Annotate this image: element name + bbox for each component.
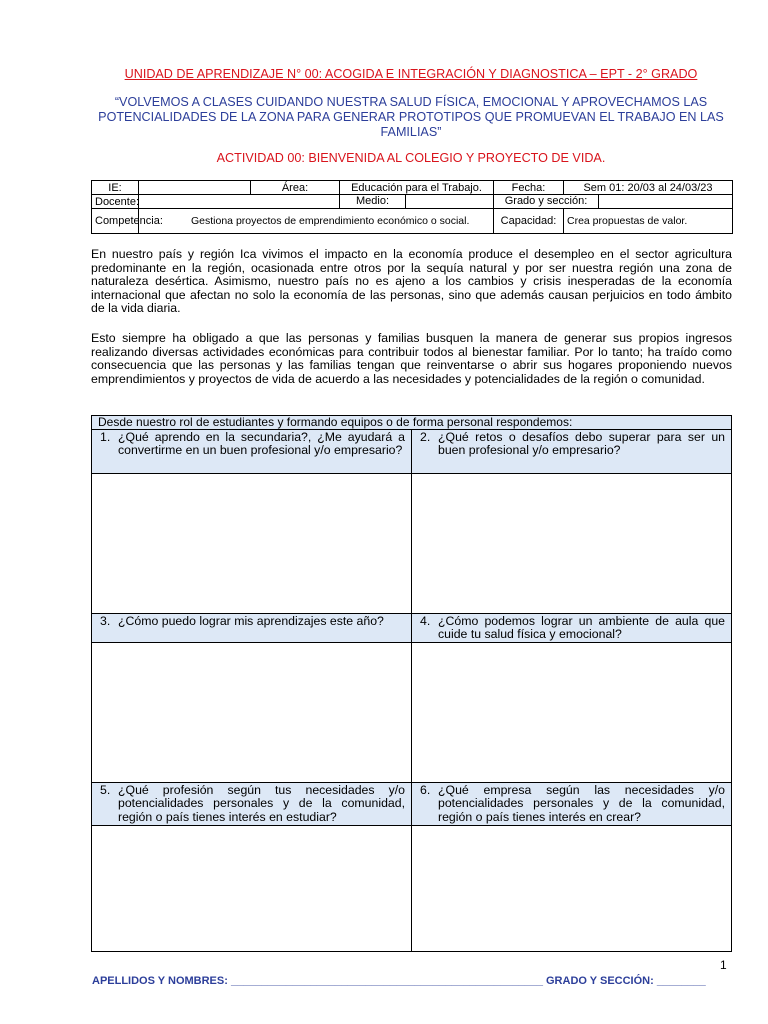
fecha-value: Sem 01: 20/03 al 24/03/23 [564, 181, 733, 195]
question-text: ¿Qué retos o desafíos debo superar para ser un buen profesional y/o empresario? [438, 430, 725, 458]
footer-name-line: APELLIDOS Y NOMBRES: ___________________________________________________ GRADO Y SECCIÓN: ________ [92, 975, 706, 987]
questions-header: Desde nuestro rol de estudiantes y formando equipos o de forma personal respondemos: [92, 416, 731, 430]
question-number: 5. [100, 783, 111, 797]
question-3 [92, 613, 411, 643]
answer-area-3[interactable] [92, 643, 411, 783]
question-number: 1. [100, 430, 111, 444]
medio-cell [340, 195, 494, 209]
area-value: Educación para el Trabajo. [340, 181, 494, 195]
question-6 [412, 782, 731, 826]
fecha-label: Fecha: [494, 181, 564, 195]
capacidad-value: Crea propuestas de valor. [564, 209, 733, 234]
question-text: ¿Cómo podemos lograr un ambiente de aula que cuide tu salud física y emocional? [438, 614, 725, 642]
docente-value [139, 195, 340, 209]
question-5 [92, 782, 411, 826]
answer-area-1[interactable] [92, 474, 411, 613]
capacidad-label: Capacidad: [494, 209, 564, 234]
docente-label: Docente: [92, 195, 139, 209]
grado-value [599, 195, 732, 208]
info-table [91, 180, 733, 234]
medio-value [406, 195, 493, 208]
ie-label: IE: [92, 181, 139, 195]
unit-title: UNIDAD DE APRENDIZAJE N° 00: ACOGIDA E INTEGRACIÓN Y DIAGNOSTICA – EPT - 2° GRADO [124, 67, 698, 81]
intro-paragraph-1: En nuestro país y región Ica vivimos el impacto en la economía produce el desempleo en el sector agricultura predominante en la región, ocasionada entre otros por la sequía natural y por ser nuestra región una zona de naturaleza desértica. Asimismo, nuestro país no es ajeno a los cambios y crisis inesperadas de la economía internacional que afectan no solo la economía de las personas, sino que además causan perjuicios en todo ámbito de la vida diaria. [91, 247, 732, 316]
question-text: ¿Qué profesión según tus necesidades y/o potencialidades personales y de la comunidad, región o país tienes interés en estudiar? [118, 783, 405, 824]
competencia-text: Gestiona proyectos de emprendimiento económico o social. [191, 214, 470, 227]
medio-label: Medio: [340, 195, 406, 208]
answer-area-6[interactable] [412, 826, 731, 951]
activity-title: ACTIVIDAD 00: BIENVENIDA AL COLEGIO Y PROYECTO DE VIDA. [216, 151, 606, 165]
answer-area-4[interactable] [412, 643, 731, 783]
question-1 [92, 430, 411, 474]
question-number: 2. [420, 430, 431, 444]
question-number: 4. [420, 614, 431, 628]
area-label: Área: [251, 181, 340, 195]
question-text: ¿Cómo puedo lograr mis aprendizajes este año? [118, 614, 384, 628]
ie-value [139, 181, 251, 195]
page-number: 1 [720, 958, 727, 972]
question-number: 6. [420, 783, 431, 797]
unit-subtitle: “VOLVEMOS A CLASES CUIDANDO NUESTRA SALUD FÍSICA, EMOCIONAL Y APROVECHAMOS LAS POTENCIALIDADES DE LA ZONA PARA GENERAR PROTOTIPOS QUE PROMUEVAN EL TRABAJO EN LAS FAMILIAS” [98, 95, 724, 139]
column-divider [411, 430, 412, 951]
question-text: ¿Qué aprendo en la secundaria?, ¿Me ayudará a convertirme en un buen profesional y/o empresario? [118, 430, 405, 458]
answer-area-5[interactable] [92, 826, 411, 951]
question-2 [412, 430, 731, 474]
question-number: 3. [100, 614, 111, 628]
question-4 [412, 613, 731, 643]
grado-label: Grado y sección: [494, 195, 599, 208]
intro-paragraph-2: Esto siempre ha obligado a que las personas y familias busquen la manera de generar sus propios ingresos realizando diversas actividades económicas para contribuir todos al bienestar familiar. Por lo tanto; ha traído como consecuencia que las personas y las familias tengan que reinventarse o abrir sus hogares proponiendo nuevos emprendimientos y proyectos de vida de acuerdo a las necesidades y potencialidades de la región o comunidad. [91, 331, 732, 386]
competencia-label: Competencia: [92, 209, 139, 234]
questions-grid [91, 415, 732, 952]
competencia-value [139, 209, 494, 234]
answer-area-2[interactable] [412, 474, 731, 613]
grado-cell [494, 195, 733, 209]
question-text: ¿Qué empresa según las necesidades y/o potencialidades personales y de la comunidad, región o país tienes interés en crear? [438, 783, 725, 824]
